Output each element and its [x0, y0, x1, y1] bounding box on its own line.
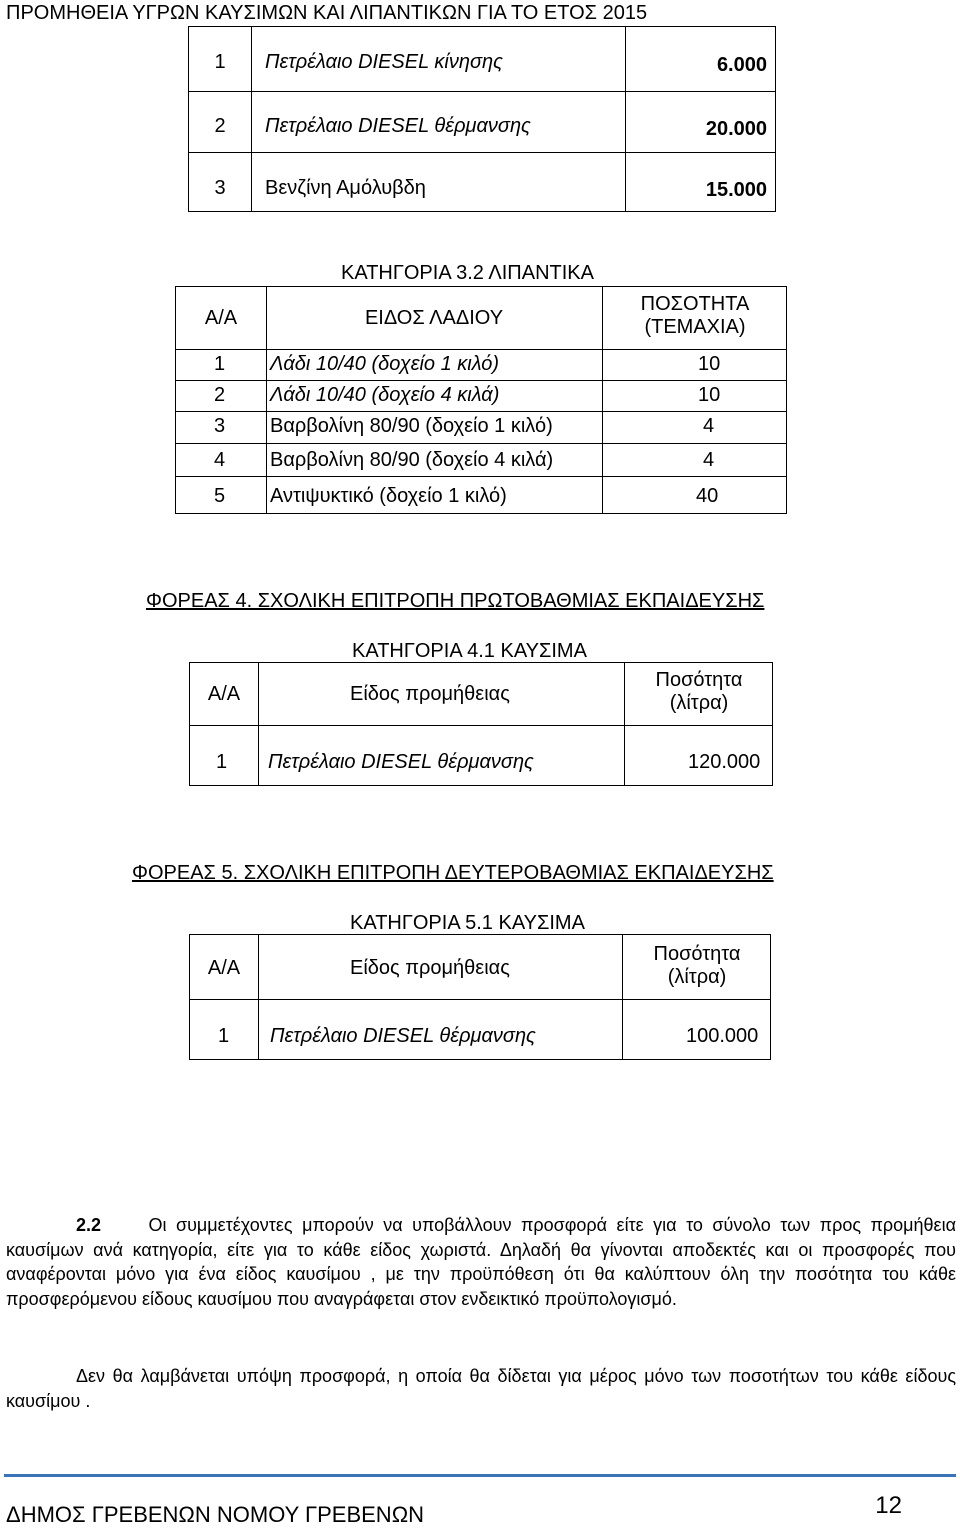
- agency5-row-no: 1: [218, 1025, 230, 1047]
- paragraph-number: 2.2: [76, 1215, 102, 1235]
- table1-row2-no: 2: [214, 115, 226, 137]
- table2-header-no: Α/Α: [204, 307, 238, 329]
- paragraph-rejection: Δεν θα λαμβάνεται υπόψη προσφορά, η οποία θα δίδεται για μέρος μόνο των ποσοτήτων του κάθε είδους καυσίμου .: [6, 1366, 956, 1411]
- table1-row1-qty: 6.000: [716, 54, 767, 76]
- footer-divider: [4, 1474, 956, 1477]
- table2-row2-no: 2: [214, 384, 226, 406]
- table2-header-item: ΕΙΔΟΣ ΛΑΔΙΟΥ: [364, 307, 504, 329]
- agency5-category: ΚΑΤΗΓΟΡΙΑ 5.1 ΚΑΥΣΙΜΑ: [350, 912, 585, 934]
- agency4-header-no: Α/Α: [207, 683, 241, 705]
- agency4-table: [189, 662, 773, 786]
- table2-header-qty: ΠΟΣΟΤΗΤΑ (ΤΕΜΑΧΙΑ): [640, 293, 750, 338]
- table2-row4-qty: 4: [703, 449, 715, 471]
- table2-row2-qty: 10: [698, 384, 721, 406]
- table2-row2-item: Λάδι 10/40 (δοχείο 4 κιλά): [270, 384, 500, 406]
- table2-row1-item: Λάδι 10/40 (δοχείο 1 κιλό): [270, 353, 500, 375]
- lubricants-table: [175, 286, 787, 514]
- table2-row5-no: 5: [214, 485, 226, 507]
- agency5-header-item: Είδος προμήθειας: [350, 957, 510, 979]
- table2-row5-qty: 40: [696, 485, 719, 507]
- agency5-row-qty: 100.000: [686, 1025, 759, 1047]
- agency5-heading: ΦΟΡΕΑΣ 5. ΣΧΟΛΙΚΗ ΕΠΙΤΡΟΠΗ ΔΕΥΤΕΡΟΒΑΘΜΙΑΣ ΕΚΠΑΙΔΕΥΣΗΣ: [132, 862, 774, 884]
- table2-row4-item: Βαρβολίνη 80/90 (δοχείο 4 κιλά): [270, 449, 554, 471]
- agency5-header-qty: Ποσότητα (λίτρα): [653, 943, 741, 988]
- agency5-row-item: Πετρέλαιο DIESEL θέρμανσης: [270, 1025, 536, 1047]
- agency4-heading: ΦΟΡΕΑΣ 4. ΣΧΟΛΙΚΗ ΕΠΙΤΡΟΠΗ ΠΡΩΤΟΒΑΘΜΙΑΣ ΕΚΠΑΙΔΕΥΣΗΣ: [146, 590, 765, 612]
- table1-row2-qty: 20.000: [705, 118, 767, 140]
- footer-text: ΔΗΜΟΣ ΓΡΕΒΕΝΩΝ ΝΟΜΟΥ ΓΡΕΒΕΝΩΝ: [6, 1502, 425, 1527]
- agency4-row-qty: 120.000: [688, 751, 761, 773]
- table1-row2-item: Πετρέλαιο DIESEL θέρμανσης: [265, 115, 531, 137]
- agency4-row-no: 1: [216, 751, 228, 773]
- agency5-table: [189, 934, 771, 1060]
- table2-row4-no: 4: [214, 449, 226, 471]
- table1-row1-no: 1: [214, 51, 226, 73]
- table2-row1-qty: 10: [698, 353, 721, 375]
- table2-row3-qty: 4: [703, 415, 715, 437]
- table1-row3-qty: 15.000: [705, 179, 767, 201]
- table2-row1-no: 1: [214, 353, 226, 375]
- agency4-row-item: Πετρέλαιο DIESEL θέρμανσης: [268, 751, 534, 773]
- table1-row1-item: Πετρέλαιο DIESEL κίνησης: [265, 51, 503, 73]
- table1-row3-no: 3: [214, 177, 226, 199]
- page-number: 12: [875, 1492, 902, 1519]
- fuel-table-1: [188, 26, 776, 212]
- table1-row3-item: Βενζίνη Αμόλυβδη: [265, 177, 426, 199]
- document-title: ΠΡΟΜΗΘΕΙΑ ΥΓΡΩΝ ΚΑΥΣΙΜΩΝ ΚΑΙ ΛΙΠΑΝΤΙΚΩΝ ΓΙΑ ΤΟ ΕΤΟΣ 2015: [6, 2, 648, 24]
- table2-row5-item: Αντιψυκτικό (δοχείο 1 κιλό): [270, 485, 507, 507]
- paragraph-2-2-text: Οι συμμετέχοντες μπορούν να υποβάλλουν προσφορά είτε για το σύνολο των προς προμήθεια καυσίμων ανά κατηγορία, είτε για το κάθε είδος χωριστά. Δηλαδή θα γίνονται αποδεκτές και οι προσφορές που αναφέρονται μόνο για ένα είδος καυσίμου , με την προϋπόθεση ότι θα καλύπτουν όλη την ποσότητα του κάθε προσφερόμενου είδους καυσίμου που αναγράφεται στον ενδεικτικό προϋπολογισμό.: [6, 1215, 956, 1309]
- agency4-header-item: Είδος προμήθειας: [350, 683, 510, 705]
- agency5-header-no: Α/Α: [207, 957, 241, 979]
- agency4-header-qty: Ποσότητα (λίτρα): [655, 669, 743, 714]
- table2-row3-no: 3: [214, 415, 226, 437]
- agency4-category: ΚΑΤΗΓΟΡΙΑ 4.1 ΚΑΥΣΙΜΑ: [352, 640, 587, 662]
- table2-row3-item: Βαρβολίνη 80/90 (δοχείο 1 κιλό): [270, 415, 553, 437]
- paragraph-2-2: [6, 1213, 956, 1311]
- table2-category: ΚΑΤΗΓΟΡΙΑ 3.2 ΛΙΠΑΝΤΙΚΑ: [341, 262, 594, 284]
